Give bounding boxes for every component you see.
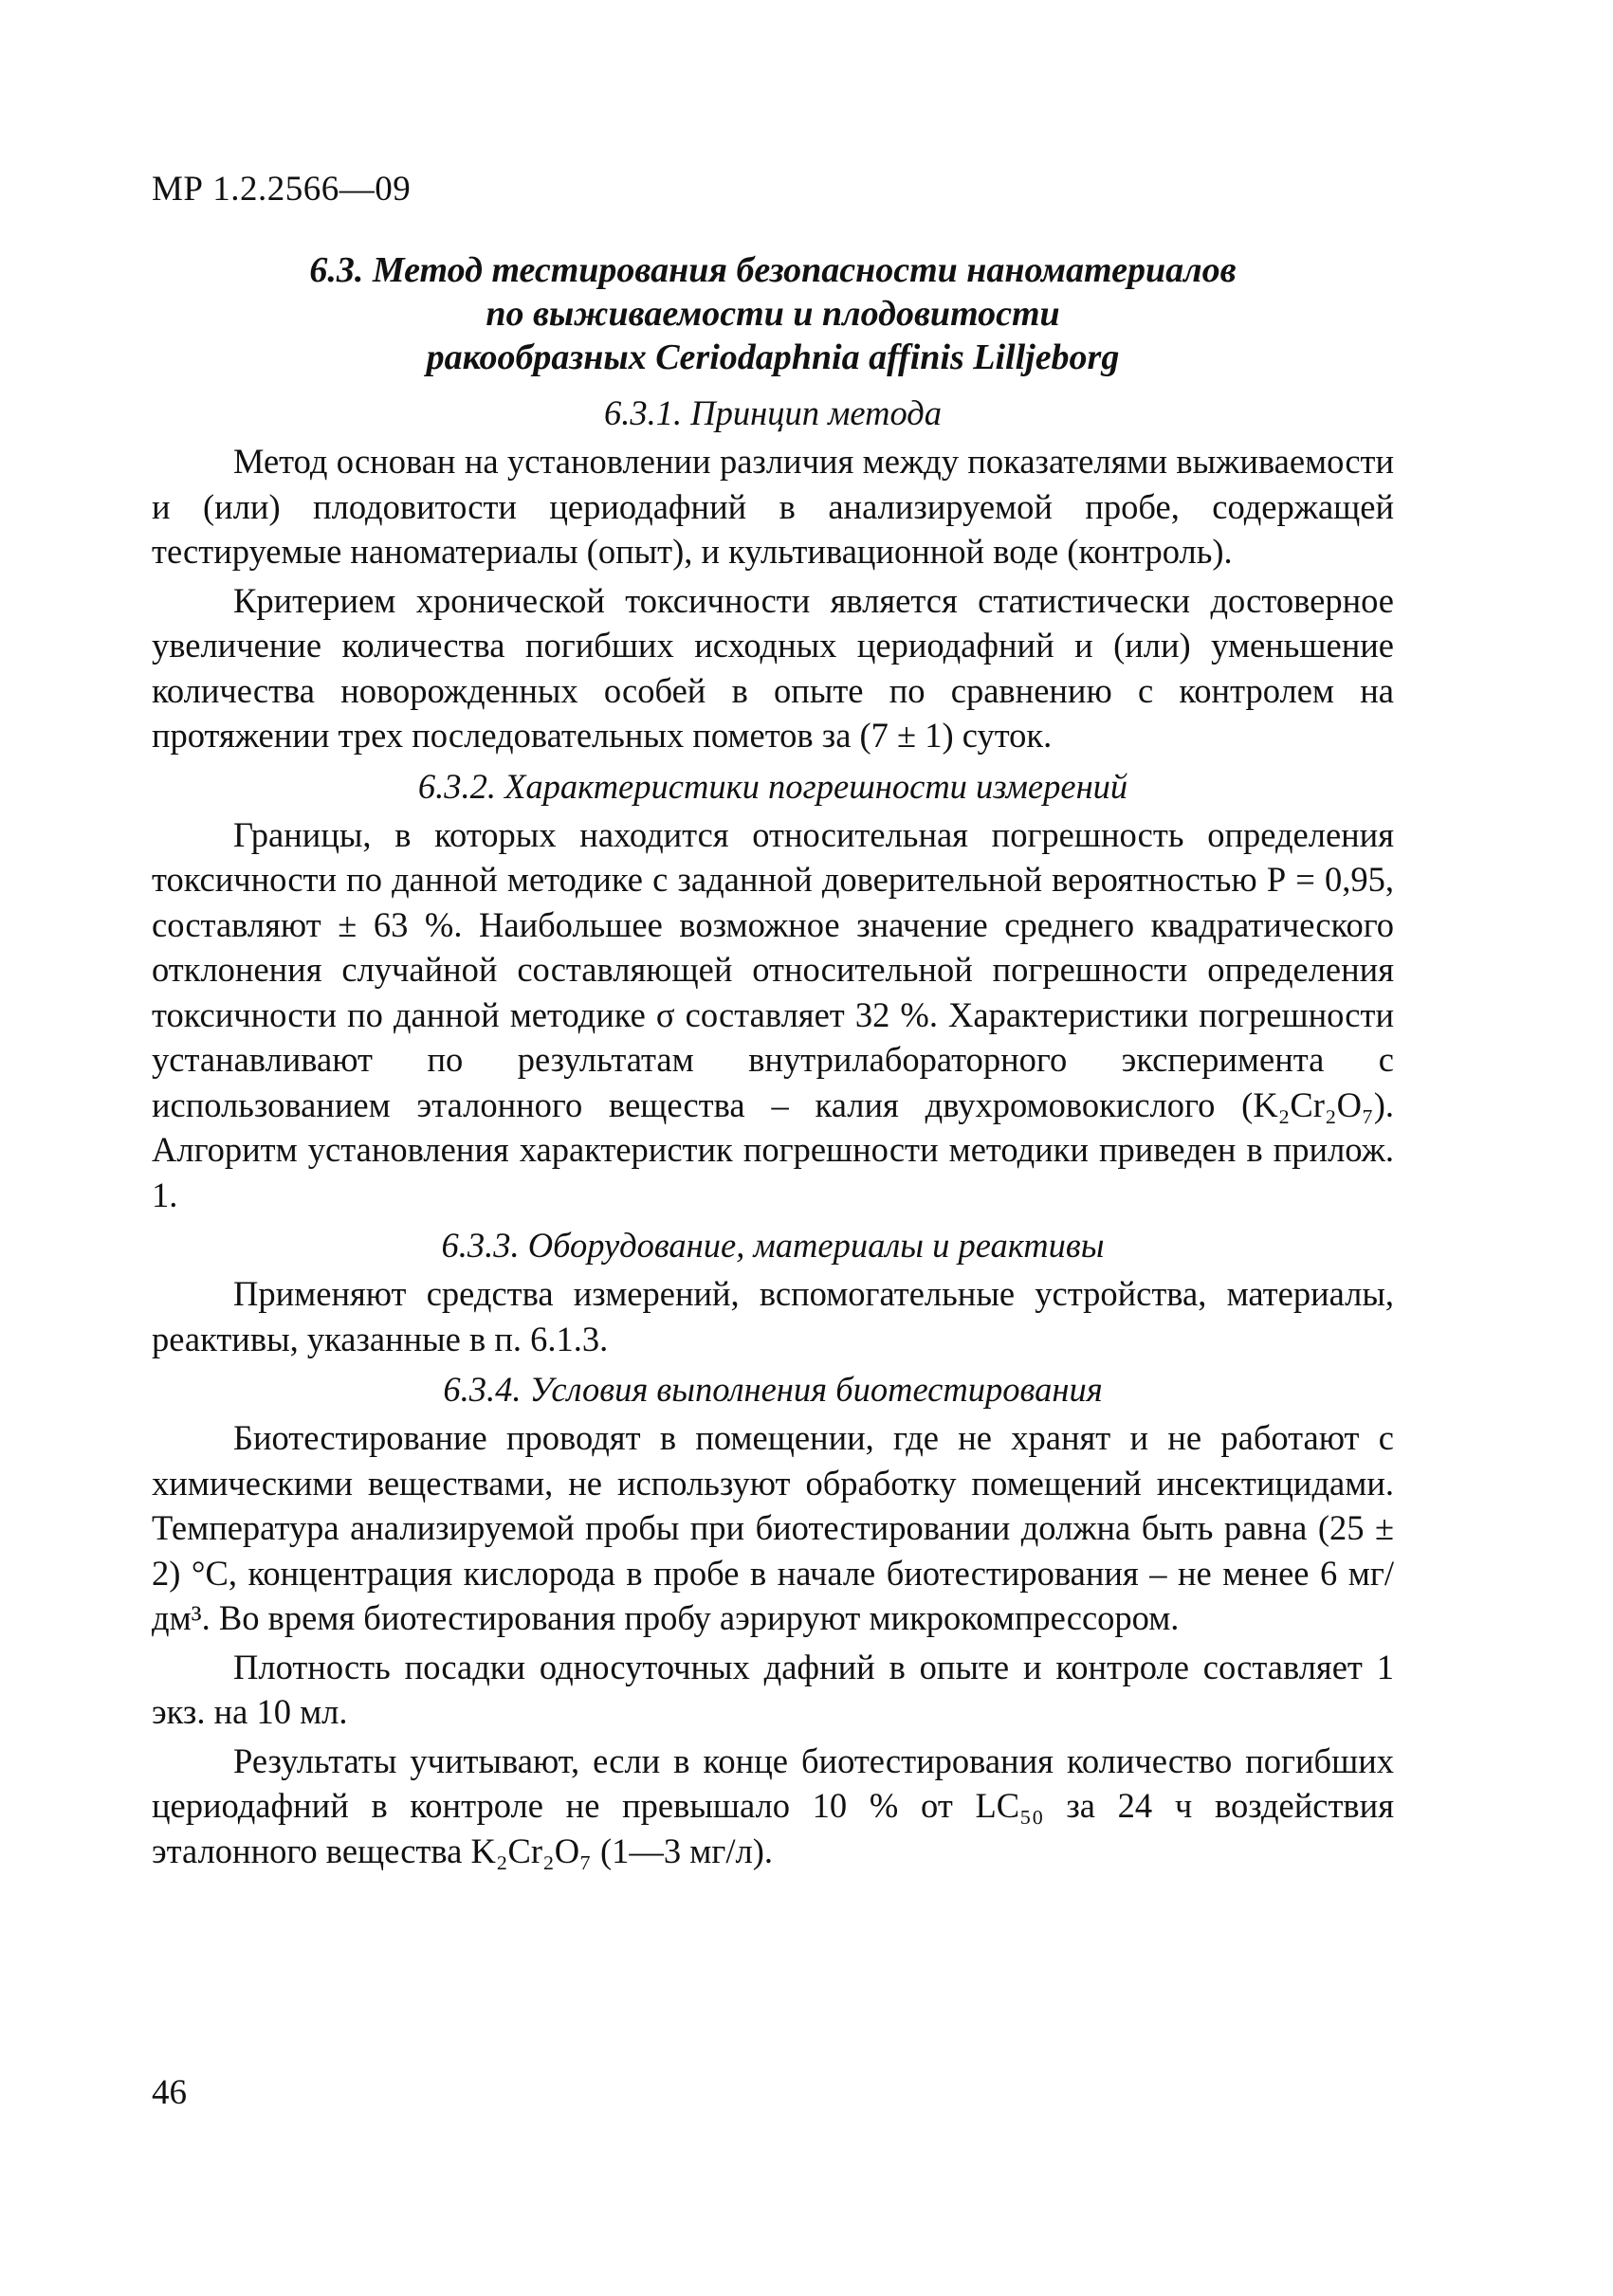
paragraph: Результаты учитывают, если в конце биотестирования количество погибших цериодафний в контроле не превышало 10 % от LC₅₀ за 24 ч воздействия эталонного вещества K₂Cr₂O₇ (1—3 мг/л). (152, 1740, 1394, 1870)
paragraph: Метод основан на установлении различия между показателями выживаемости и (или) плодовитости цериодафний в анализируемой пробе, содержащей тестируемые наноматериалы (опыт), и культивационной воде (контроль). (152, 442, 1394, 571)
section-title-line: по выживаемости и плодовитости (486, 294, 1060, 334)
paragraph: Границы, в которых находится относительная погрешность определения токсичности по данной методике с заданной доверительной вероятностью Р = 0,95, составляют ± 63 %. Наибольшее возможное значение среднего квадратического отклонения случайной составляющей относительной погрешности определения токсичности по данной методике σ составляет 32 %. Характеристики погрешности устанавливают по результатам внутрилабораторного эксперимента с использованием эталонного вещества – калия двухромовокислого (K₂Cr₂O₇). Алгоритм установления характеристик погрешности методики приведен в прилож. 1. (152, 814, 1394, 1214)
paragraph: Биотестирование проводят в помещении, где не хранят и не работают с химическими веществами, не используют обработку помещений инсектицидами. Температура анализируемой пробы при биотестировании должна быть равна (25 ± 2) °С, концентрация кислорода в пробе в начале биотестирования – не менее 6 мг/дм³. Во время биотестирования пробу аэрируют микрокомпрессором. (152, 1418, 1394, 1637)
page-content (152, 248, 1394, 1877)
document-code-header: МР 1.2.2566—09 (152, 170, 412, 209)
subsection-heading-6-3-4: 6.3.4. Условия выполнения биотестирования (443, 1370, 1103, 1409)
paragraph: Критерием хронической токсичности является статистически достоверное увеличение количества погибших исходных цериодафний и (или) уменьшение количества новорожденных особей в опыте по сравнению с контролем на протяжении трех последовательных пометов за (7 ± 1) суток. (152, 580, 1394, 755)
section-title-line: ракообразных Ceriodaphnia affinis Lilljeborg (426, 337, 1120, 377)
section-title (152, 248, 1394, 379)
page-number: 46 (152, 2073, 187, 2112)
subsection-heading-6-3-3: 6.3.3. Оборудование, материалы и реактивы (441, 1226, 1105, 1265)
paragraph: Применяют средства измерений, вспомогательные устройства, материалы, реактивы, указанные в п. 6.1.3. (152, 1274, 1394, 1358)
subsection-heading-6-3-1: 6.3.1. Принцип метода (604, 393, 942, 432)
paragraph: Плотность посадки односуточных дафний в опыте и контроле составляет 1 экз. на 10 мл. (152, 1647, 1394, 1731)
section-title-line: 6.3. Метод тестирования безопасности наноматериалов (309, 250, 1237, 290)
subsection-heading-6-3-2: 6.3.2. Характеристики погрешности измерений (417, 766, 1128, 806)
